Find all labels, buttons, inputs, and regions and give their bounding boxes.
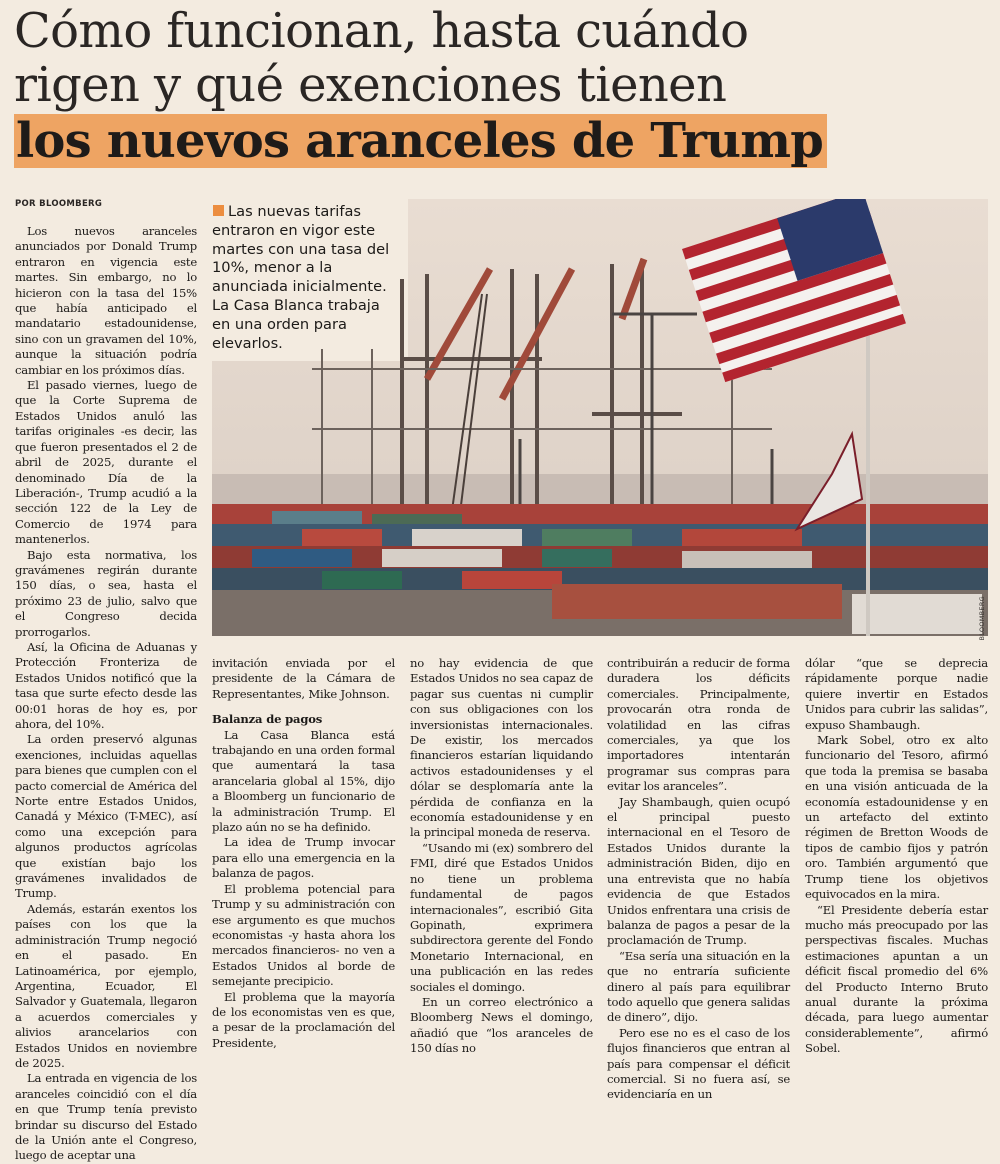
paragraph: Además, estarán exentos los países con los que la administración Trump negoció en el pasado. En Latinoamérica, por ejemplo, Argentina, Ecuador, El Salvador y Guatemala, llegaron a acuerdos comerciales y alivios arancelarios con Estados Unidos en noviembre de 2025. bbox=[15, 901, 197, 1070]
photo-credit: BLOOMBERG bbox=[978, 596, 986, 641]
paragraph: Pero ese no es el caso de los flujos financieros que entran al país para compensar el déficit comercial. Si no fuera así, se evidenciaría en un bbox=[607, 1025, 790, 1102]
pullquote bbox=[212, 203, 400, 353]
paragraph: Jay Shambaugh, quien ocupó el principal puesto internacional en el Tesoro de Estados Unidos durante la administración Biden, dijo en una entrevista que no había evidencia de que Estados Unidos enfrentara una crisis de balanza de pagos a pesar de la proclamación de Trump. bbox=[607, 794, 790, 948]
paragraph: El problema potencial para Trump y su administración con ese argumento es que muchos economistas -y hasta ahora los mercados financieros- no ven a Estados Unidos al borde de semejante precipicio. bbox=[212, 881, 395, 989]
column-5 bbox=[805, 656, 988, 1057]
paragraph: La entrada en vigencia de los aranceles coincidió con el día en que Trump tenía previsto brindar su discurso del Estado de la Unión ante el Congreso, luego de aceptar una bbox=[15, 1071, 197, 1163]
paragraph: Así, la Oficina de Aduanas y Protección Fronteriza de Estados Unidos notificó que la tasa que surte efecto desde las 00:01 horas de hoy es, por ahora, del 10%. bbox=[15, 639, 197, 731]
paragraph: La Casa Blanca está trabajando en una orden formal que aumentará la tasa arancelaria global al 15%, dijo a Bloomberg un funcionario de la administración Trump. El plazo aún no se ha definido. bbox=[212, 727, 395, 835]
paragraph: La orden preservó algunas exenciones, incluidas aquellas para bienes que cumplen con el pacto comercial de América del Norte entre Estados Unidos, Canadá y México (T-MEC), así como una excepción para algunos productos agrícolas que existían bajo los gravámenes invalidados de Trump. bbox=[15, 732, 197, 901]
pullquote-text: Las nuevas tarifas entraron en vigor este martes con una tasa del 10%, menor a la anunciada inicialmente. La Casa Blanca trabaja en una orden para elevarlos. bbox=[212, 203, 390, 352]
paragraph: Bajo esta normativa, los gravámenes regirán durante 150 días, o sea, hasta el próximo 23 de julio, salvo que el Congreso decida prorrogarlos. bbox=[15, 547, 197, 639]
paragraph: Los nuevos aranceles anunciados por Donald Trump entraron en vigencia este martes. Sin embargo, no lo hicieron con la tasa del 15% que había anticipado el mandatario estadounidense, sino con un gravamen del 10%, aunque la situación podría cambiar en los próximos días. bbox=[15, 224, 197, 377]
paragraph: El pasado viernes, luego de que la Corte Suprema de Estados Unidos anuló las tarifas originales -es decir, las que fueron presentados el 2 de abril de 2025, durante el denominado Día de la Liberación-, Trump acudió a la sección 122 de la Ley de Comercio de 1974 para mantenerlos. bbox=[15, 378, 197, 547]
paragraph: invitación enviada por el presidente de la Cámara de Representantes, Mike Johnson. bbox=[212, 656, 395, 701]
byline: POR BLOOMBERG bbox=[15, 199, 103, 209]
headline-line-3-highlighted: los nuevos aranceles de Trump bbox=[14, 114, 827, 168]
headline-line-1: Cómo funcionan, hasta cuándo bbox=[14, 3, 749, 59]
column-1 bbox=[15, 224, 197, 1164]
paragraph: El problema que la mayoría de los economistas ven es que, a pesar de la proclamación del Presidente, bbox=[212, 989, 395, 1050]
paragraph: no hay evidencia de que Estados Unidos no sea capaz de pagar sus cuentas ni cumplir con sus obligaciones con los inversionistas internacionales. De existir, los mercados financieros estarían liquidando activos estadounidenses y el dólar se desplomaría ante la pérdida de confianza en la economía estadounidense y en la principal moneda de reserva. bbox=[410, 656, 593, 840]
column-3 bbox=[410, 656, 593, 1057]
column-2 bbox=[212, 656, 395, 1051]
paragraph: La idea de Trump invocar para ello una emergencia en la balanza de pagos. bbox=[212, 835, 395, 881]
section-subhead: Balanza de pagos bbox=[212, 712, 323, 727]
paragraph: contribuirán a reducir de forma duradera los déficits comerciales. Principalmente, provocarán otra ronda de volatilidad en las cifras comerciales, ya que los importadores intentarán programar sus compras para evitar los aranceles”. bbox=[607, 656, 790, 794]
headline-line-2: rigen y qué exenciones tienen bbox=[14, 57, 727, 113]
paragraph: En un correo electrónico a Bloomberg News el domingo, añadió que “los aranceles de 150 días no bbox=[410, 994, 593, 1056]
paragraph: Mark Sobel, otro ex alto funcionario del Tesoro, afirmó que toda la premisa se basaba en una visión anticuada de la economía estadounidense y en un artefacto del extinto régimen de Bretton Woods de tipos de cambio fijos y patrón oro. También argumentó que Trump tiene los objetivos equivocados en la mira. bbox=[805, 733, 988, 902]
paragraph: “El Presidente debería estar mucho más preocupado por las perspectivas fiscales. Muchas estimaciones apuntan a un déficit fiscal promedio del 6% del Producto Interno Bruto anual durante la próxima década, para luego aumentar considerablemente”, afirmó Sobel. bbox=[805, 902, 988, 1056]
paragraph: dólar “que se deprecia rápidamente porque nadie quiere invertir en Estados Unidos para cubrir las salidas”, expuso Shambaugh. bbox=[805, 656, 988, 732]
paragraph: “Esa sería una situación en la que no entraría suficiente dinero al país para equilibrar todo aquello que genera salidas de dinero”, dijo. bbox=[607, 948, 790, 1025]
column-4 bbox=[607, 656, 790, 1103]
paragraph: “Usando mi (ex) sombrero del FMI, diré que Estados Unidos no tiene un problema fundamental de pagos internacionales”, escribió Gita Gopinath, exprimera subdirectora gerente del Fondo Monetario Internacional, en una publicación en las redes sociales el domingo. bbox=[410, 840, 593, 994]
